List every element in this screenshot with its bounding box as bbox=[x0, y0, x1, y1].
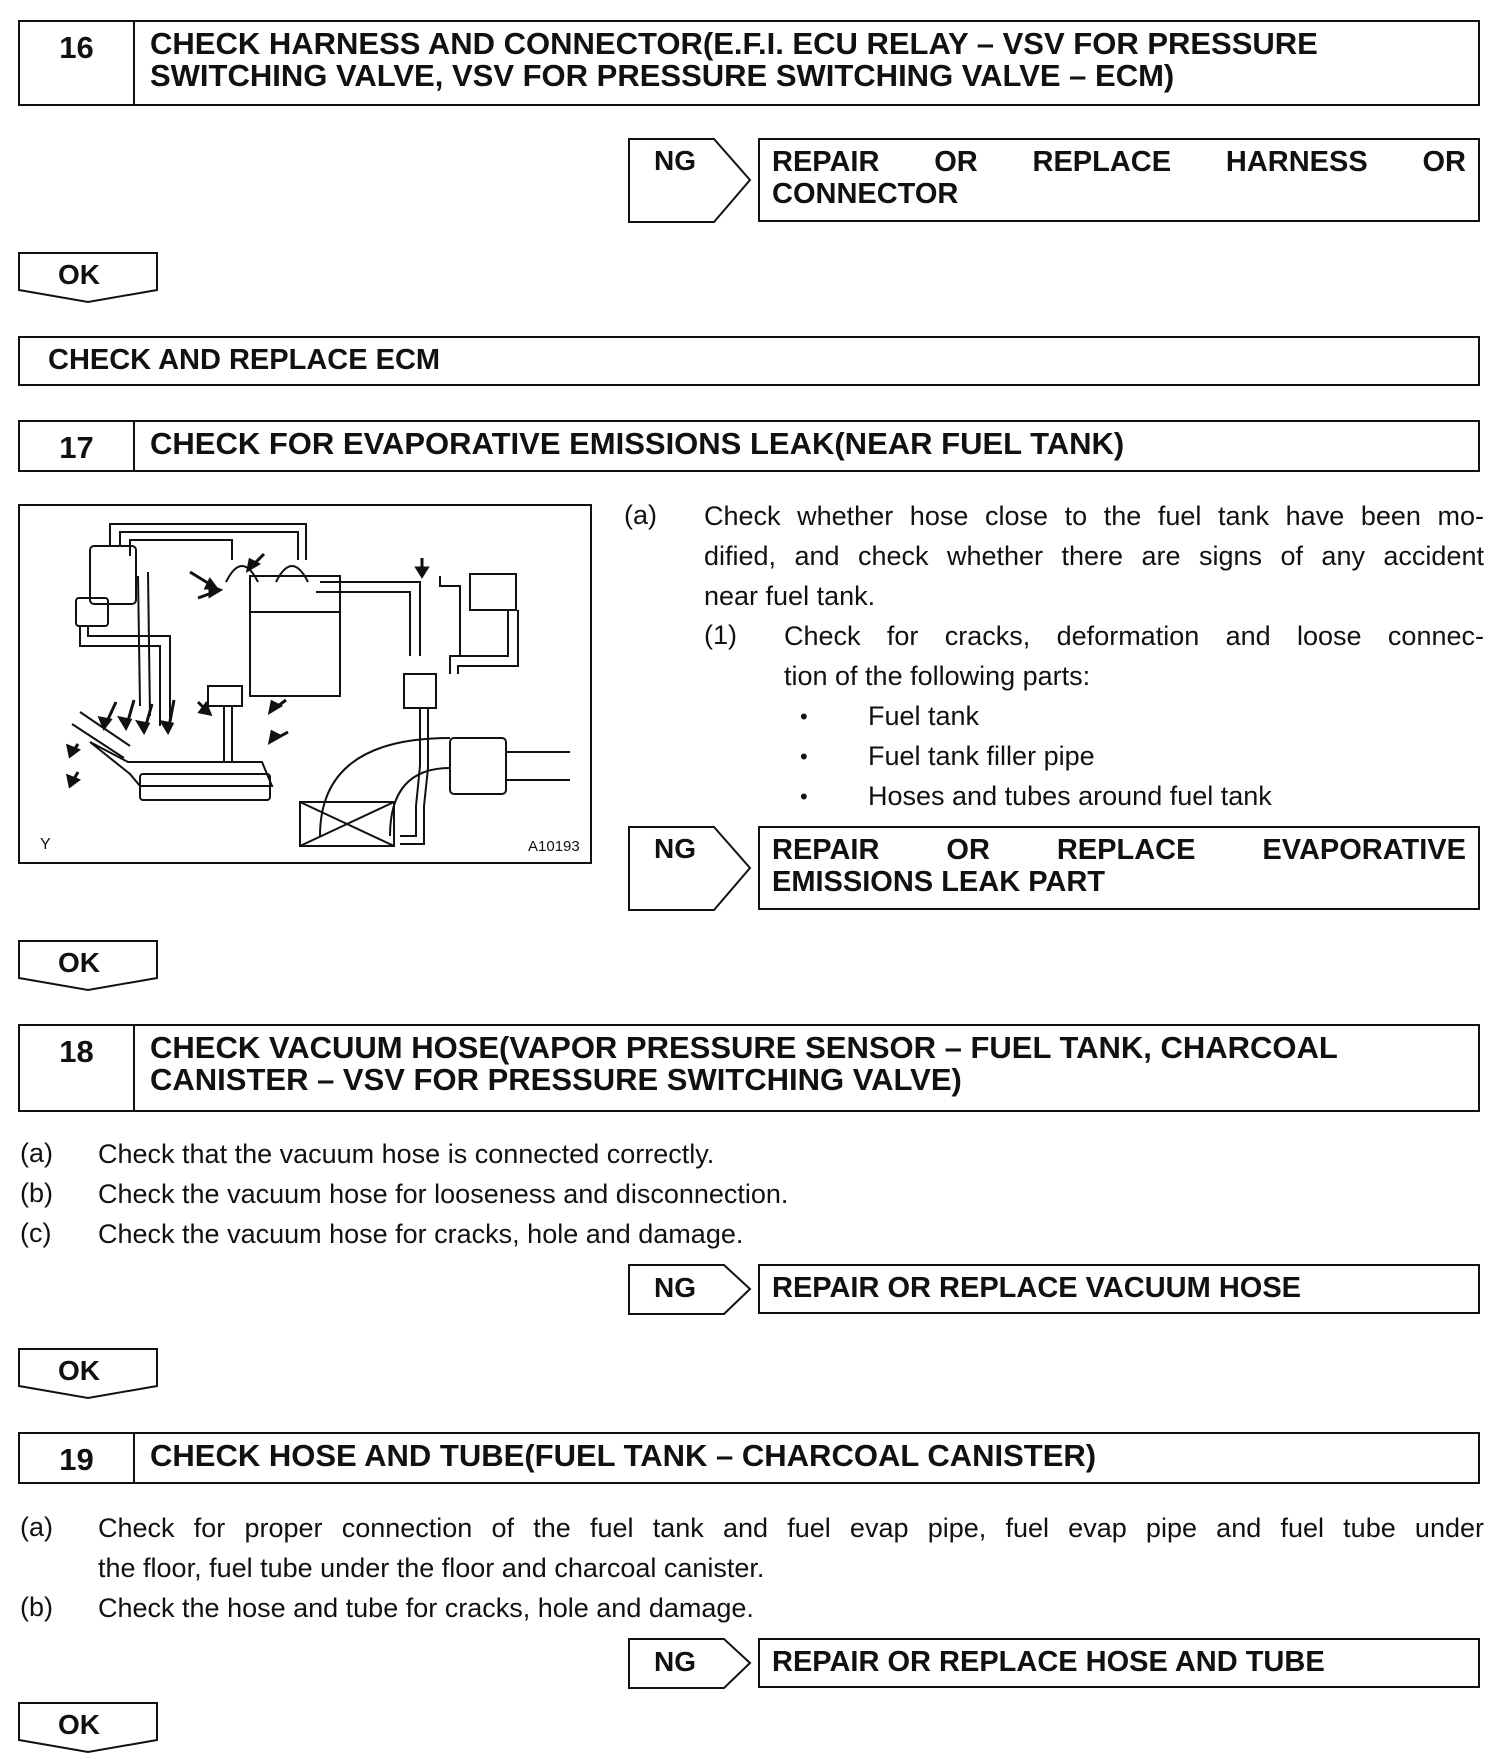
item-letter: (b) bbox=[20, 1178, 53, 1208]
ng-result-line bbox=[772, 834, 1466, 866]
step-number: 17 bbox=[20, 422, 135, 470]
step-title-line: CHECK HARNESS AND CONNECTOR(E.F.I. ECU RELAY – VSV FOR PRESSURE bbox=[150, 26, 1318, 61]
ok-label: OK bbox=[58, 1709, 100, 1740]
step-17-header bbox=[18, 420, 1480, 472]
ng-result-word: REPLACE bbox=[1032, 146, 1172, 178]
ng-result-line: EMISSIONS LEAK PART bbox=[772, 866, 1105, 898]
ng-label: NG bbox=[654, 1646, 696, 1677]
item-letter: (a) bbox=[624, 500, 657, 530]
item-letter: (c) bbox=[20, 1218, 52, 1248]
evap-system-illustration bbox=[20, 506, 590, 862]
ng-result-line: CONNECTOR bbox=[772, 178, 959, 210]
ok-label: OK bbox=[58, 259, 100, 290]
step-title bbox=[150, 1032, 1468, 1096]
step-title-line: CHECK VACUUM HOSE(VAPOR PRESSURE SENSOR – FUEL TANK, CHARCOAL bbox=[150, 1030, 1338, 1065]
ng-result-line: REPAIR OR REPLACE VACUUM HOSE bbox=[772, 1272, 1302, 1304]
text-line: the floor, fuel tube under the floor and charcoal canister. bbox=[98, 1553, 765, 1583]
figure-id: A10193 bbox=[528, 838, 580, 855]
ok-tag bbox=[18, 1702, 158, 1752]
step-18-header bbox=[18, 1024, 1480, 1112]
bullet-dot: • bbox=[800, 784, 808, 809]
ng-tag bbox=[628, 1264, 748, 1346]
ng-result-line bbox=[772, 146, 1466, 178]
ng-result-word: OR bbox=[934, 146, 978, 178]
text-line: near fuel tank. bbox=[704, 581, 876, 611]
ng-result-word: OR bbox=[946, 834, 990, 866]
bullet-dot: • bbox=[800, 704, 808, 729]
ok-label: OK bbox=[58, 947, 100, 978]
figure-label-left: Y bbox=[40, 836, 51, 853]
ok-tag bbox=[18, 1348, 158, 1398]
text-line: dified, and check whether there are signs of any accident bbox=[704, 541, 1484, 571]
step-number: 19 bbox=[20, 1434, 135, 1482]
final-result-box bbox=[18, 336, 1480, 386]
ng-result-word: OR bbox=[1422, 146, 1466, 178]
ng-label: NG bbox=[654, 145, 696, 176]
item-letter: (a) bbox=[20, 1512, 53, 1542]
step-title-line: CANISTER – VSV FOR PRESSURE SWITCHING VALVE) bbox=[150, 1062, 962, 1097]
item-text: Check the vacuum hose for looseness and disconnection. bbox=[98, 1179, 789, 1209]
bullet-item: Fuel tank bbox=[868, 701, 980, 731]
final-result-text: CHECK AND REPLACE ECM bbox=[48, 344, 441, 376]
item-letter: (b) bbox=[20, 1592, 53, 1622]
bullet-item: Fuel tank filler pipe bbox=[868, 741, 1095, 771]
ng-tag bbox=[628, 1638, 748, 1720]
ng-result-word: EVAPORATIVE bbox=[1262, 834, 1466, 866]
ok-label: OK bbox=[58, 1355, 100, 1386]
text-line: tion of the following parts: bbox=[784, 661, 1091, 691]
step-16-header bbox=[18, 20, 1480, 106]
text-line: Check for cracks, deformation and loose connec- bbox=[784, 621, 1484, 651]
ng-result-box bbox=[758, 826, 1480, 910]
step-title: CHECK FOR EVAPORATIVE EMISSIONS LEAK(NEAR FUEL TANK) bbox=[150, 426, 1125, 461]
text-line: Check whether hose close to the fuel tank have been mo- bbox=[704, 501, 1484, 531]
step-19-header bbox=[18, 1432, 1480, 1484]
text-line: Check for proper connection of the fuel tank and fuel evap pipe, fuel evap pipe and fuel tube under bbox=[98, 1513, 1484, 1543]
step-title-line: SWITCHING VALVE, VSV FOR PRESSURE SWITCHING VALVE – ECM) bbox=[150, 58, 1175, 93]
ng-label: NG bbox=[654, 833, 696, 864]
item-text: Check that the vacuum hose is connected correctly. bbox=[98, 1139, 715, 1169]
ok-tag bbox=[18, 940, 158, 990]
ng-tag bbox=[628, 138, 748, 220]
step-title bbox=[150, 28, 1468, 92]
step-number: 18 bbox=[20, 1026, 135, 1110]
ng-tag bbox=[628, 826, 748, 908]
ng-result-word: HARNESS bbox=[1225, 146, 1368, 178]
ng-result-word: REPAIR bbox=[772, 146, 880, 178]
bullet-dot: • bbox=[800, 744, 808, 769]
ng-result-box bbox=[758, 1264, 1480, 1314]
item-letter: (a) bbox=[20, 1138, 53, 1168]
ng-label: NG bbox=[654, 1272, 696, 1303]
item-1-text bbox=[784, 616, 1484, 696]
ng-result-word: REPAIR bbox=[772, 834, 880, 866]
bullet-item: Hoses and tubes around fuel tank bbox=[868, 781, 1272, 811]
ng-result-line: REPAIR OR REPLACE HOSE AND TUBE bbox=[772, 1646, 1325, 1678]
item-text: Check the vacuum hose for cracks, hole and damage. bbox=[98, 1219, 744, 1249]
item-a-text bbox=[98, 1508, 1484, 1588]
step-number: 16 bbox=[20, 22, 135, 104]
sub-item-number: (1) bbox=[704, 620, 737, 650]
ng-result-box bbox=[758, 138, 1480, 222]
step-title: CHECK HOSE AND TUBE(FUEL TANK – CHARCOAL CANISTER) bbox=[150, 1438, 1097, 1473]
ng-result-word: REPLACE bbox=[1056, 834, 1196, 866]
evap-system-diagram bbox=[18, 504, 592, 864]
item-text: Check the hose and tube for cracks, hole and damage. bbox=[98, 1593, 754, 1623]
item-a-text bbox=[704, 496, 1484, 616]
ng-result-box bbox=[758, 1638, 1480, 1688]
ok-tag bbox=[18, 252, 158, 302]
